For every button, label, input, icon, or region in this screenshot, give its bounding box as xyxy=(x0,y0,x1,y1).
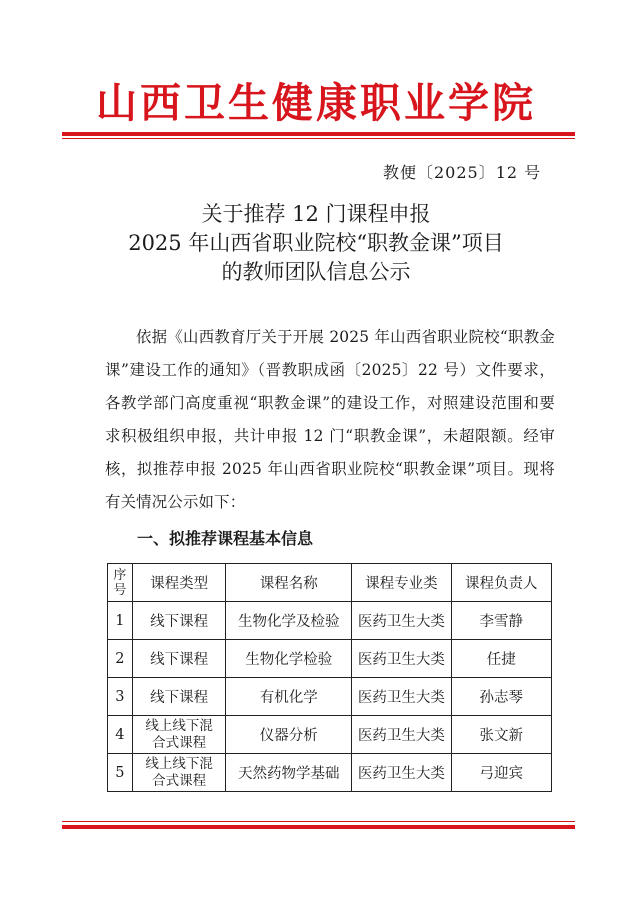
cell-type: 线下课程 xyxy=(132,640,226,678)
section-heading: 一、拟推荐课程基本信息 xyxy=(137,529,314,548)
cell-seq: 2 xyxy=(108,640,133,678)
cell-name: 生物化学及检验 xyxy=(226,602,352,640)
cell-seq: 5 xyxy=(108,754,133,792)
header-seq-label: 序号 xyxy=(113,567,127,598)
table-header-row xyxy=(108,564,552,602)
table-row xyxy=(108,602,552,640)
cell-lead: 张文新 xyxy=(451,716,551,754)
title-line-3: 的教师团队信息公示 xyxy=(221,260,411,284)
table-row xyxy=(108,678,552,716)
cell-seq: 1 xyxy=(108,602,133,640)
cell-category: 医药卫生大类 xyxy=(352,678,451,716)
document-title xyxy=(0,200,632,287)
footer-thin-rule xyxy=(62,821,575,822)
title-line-2: 2025 年山西省职业院校“职教金课”项目 xyxy=(128,231,504,255)
body-text xyxy=(105,321,555,519)
cell-name: 生物化学检验 xyxy=(226,640,352,678)
header-category: 课程专业类 xyxy=(352,564,451,602)
cell-lead: 弓迎宾 xyxy=(451,754,551,792)
cell-lead: 任捷 xyxy=(451,640,551,678)
cell-category: 医药卫生大类 xyxy=(352,716,451,754)
cell-lead: 李雪静 xyxy=(451,602,551,640)
cell-type-text: 线上线下混合式课程 xyxy=(145,717,213,751)
cell-type: 线下课程 xyxy=(132,678,226,716)
table-row xyxy=(108,640,552,678)
cell-type xyxy=(132,716,226,754)
table-row xyxy=(108,716,552,754)
cell-category: 医药卫生大类 xyxy=(352,602,451,640)
header-seq xyxy=(108,564,133,602)
cell-type xyxy=(132,754,226,792)
table-row xyxy=(108,754,552,792)
header-name: 课程名称 xyxy=(226,564,352,602)
cell-lead: 孙志琴 xyxy=(451,678,551,716)
header-thin-rule xyxy=(62,138,575,139)
cell-name: 天然药物学基础 xyxy=(226,754,352,792)
cell-seq: 4 xyxy=(108,716,133,754)
cell-category: 医药卫生大类 xyxy=(352,640,451,678)
title-line-1: 关于推荐 12 门课程申报 xyxy=(201,202,431,226)
cell-name: 仪器分析 xyxy=(226,716,352,754)
header-lead: 课程负责人 xyxy=(451,564,551,602)
document-number: 教便〔2025〕12 号 xyxy=(383,163,542,182)
cell-type-text: 线上线下混合式课程 xyxy=(145,755,213,789)
institution-masthead: 山西卫生健康职业学院 xyxy=(96,79,536,127)
header-thick-rule xyxy=(62,132,575,136)
body-paragraph: 依据《山西教育厅关于开展 2025 年山西省职业院校“职教金课”建设工作的通知》（晋教职成函〔2025〕22 号）文件要求，各教学部门高度重视“职教金课”的建设工作，对照建设范围和要求积极组织申报，共计申报 12 门“职教金课”，未超限额。经审核，拟推荐申报 2025 年山西省职业院校“职教金课”项目。现将有关情况公示如下： xyxy=(105,328,555,511)
cell-category: 医药卫生大类 xyxy=(352,754,451,792)
header-type: 课程类型 xyxy=(132,564,226,602)
course-table xyxy=(107,563,552,792)
footer-thick-rule xyxy=(62,825,575,829)
cell-seq: 3 xyxy=(108,678,133,716)
cell-name: 有机化学 xyxy=(226,678,352,716)
cell-type: 线下课程 xyxy=(132,602,226,640)
